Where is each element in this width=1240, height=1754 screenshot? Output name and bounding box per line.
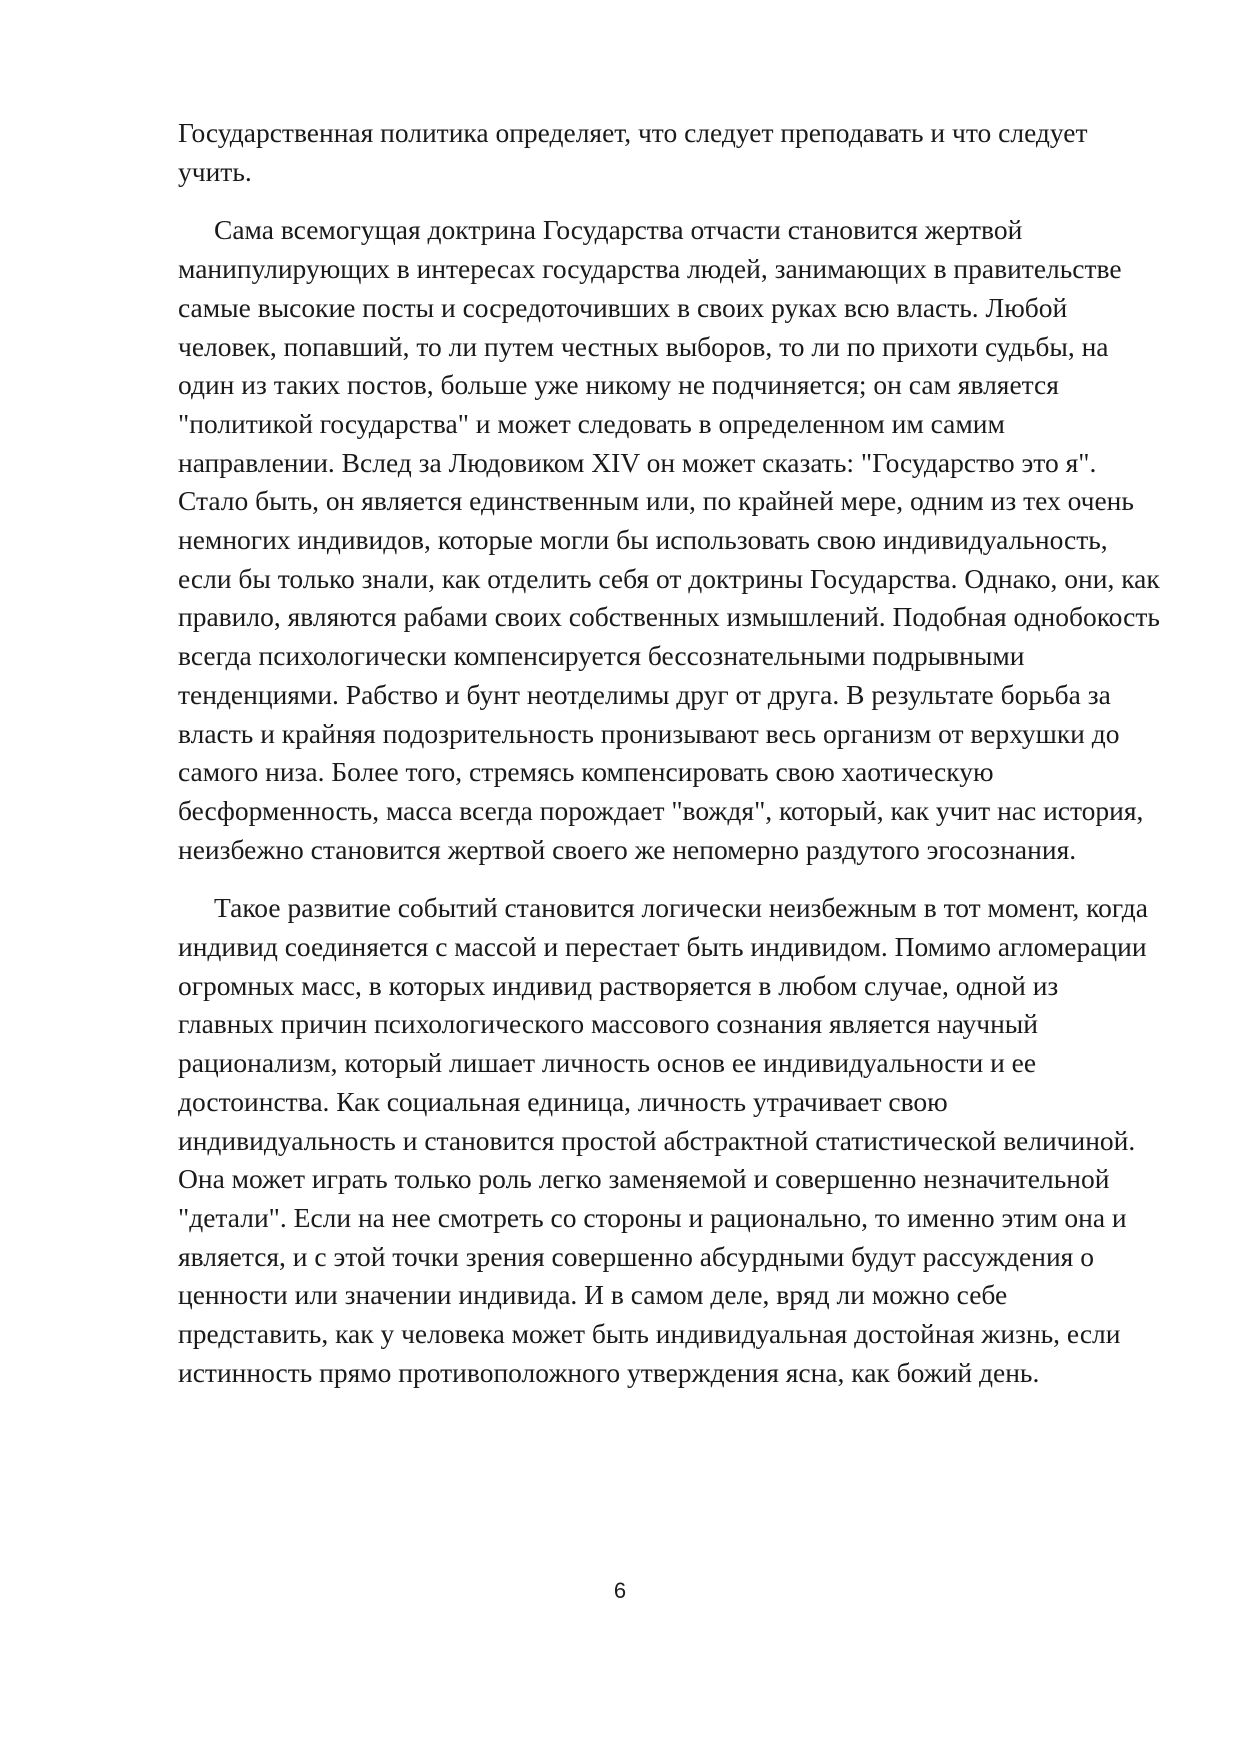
body-text xyxy=(178,114,1160,1413)
page-number: 6 xyxy=(613,1578,627,1603)
paragraph-2: Сама всемогущая доктрина Государства отчасти становится жертвой манипулирующих в интересах государства людей, занимающих в правительстве самые высокие посты и сосредоточивших в своих руках всю власть. Любой человек, попавший, то ли путем честных выборов, то ли по прихоти судьбы, на один из таких постов, больше уже никому не подчиняется; он сам является "политикой государства" и может следовать в определенном им самим направлении. Вслед за Людовиком XIV он может сказать: "Государство это я". Стало быть, он является единственным или, по крайней мере, одним из тех очень немногих индивидов, которые могли бы использовать свою индивидуальность, если бы только знали, как отделить себя от доктрины Государства. Однако, они, как правило, являются рабами своих собственных измышлений. Подобная однобокость всегда психологически компенсируется бессознательными подрывными тенденциями. Рабство и бунт неотделимы друг от друга. В результате борьба за власть и крайняя подозрительность пронизывают весь организм от верхушки до самого низа. Более того, стремясь компенсировать свою хаотическую бесформенность, масса всегда порождает "вождя", который, как учит нас история, неизбежно становится жертвой своего же непомерно раздутого эгосознания. xyxy=(178,214,1160,865)
paragraph-1: Государственная политика определяет, что следует преподавать и что следует учить. xyxy=(178,117,1088,187)
paragraph-3: Такое развитие событий становится логически неизбежным в тот момент, когда индивид соединяется с массой и перестает быть индивидом. Помимо агломерации огромных масс, в которых индивид растворяется в любом случае, одной из главных причин психологического массового сознания является научный рационализм, который лишает личность основ ее индивидуальности и ее достоинства. Как социальная единица, личность утрачивает свою индивидуальность и становится простой абстрактной статистической величиной. Она может играть только роль легко заменяемой и совершенно незначительной "детали". Если на нее смотреть со стороны и рационально, то именно этим она и является, и с этой точки зрения совершенно абсурдными будут рассуждения о ценности или значении индивида. И в самом деле, вряд ли можно себе представить, как у человека может быть индивидуальная достойная жизнь, если истинность прямо противоположного утверждения ясна, как божий день. xyxy=(178,892,1148,1388)
